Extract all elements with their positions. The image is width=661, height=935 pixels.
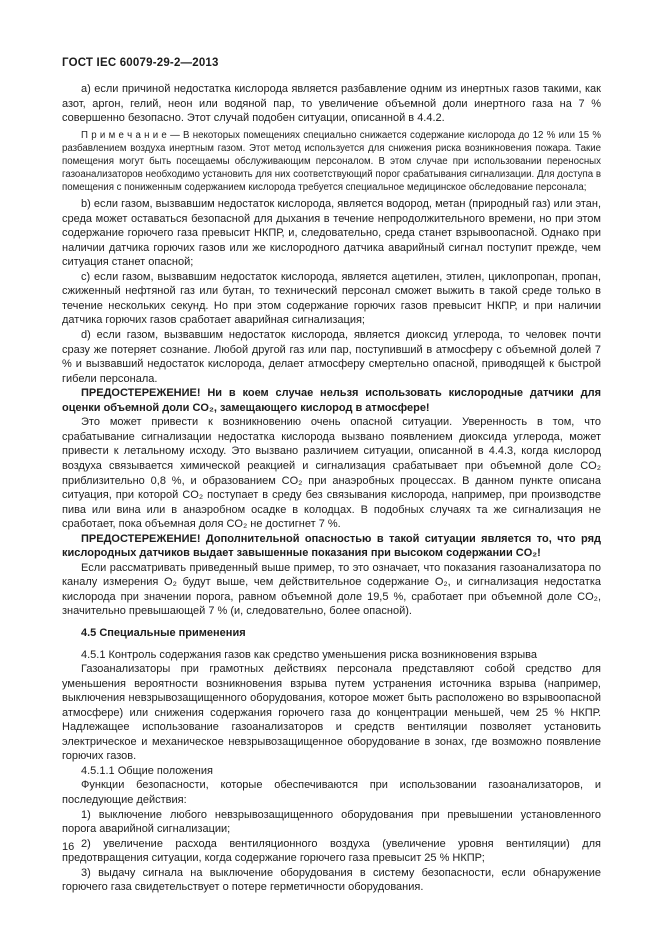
paragraph-4-5-1: Газоанализаторы при грамотных действиях персонала представляют собой средство для уменьшения вероятности возникновения взрыва путем устранения источника взрыва (например, выключения невзрывозащищенного оборудования, которое может быть расположено во взрывоопасной атмосфере) или снижения содержания горючего газа до концентрации меньшей, чем 25 % НКПР. Надлежащее использование газоанализаторов и средств вентиляции позволяет установить электрическое и механическое невзрывозащищенное оборудование в зонах, где возможно появление горючих газов. [62, 663, 601, 763]
numbered-item-2: 2) увеличение расхода вентиляционного воздуха (увеличение уровня вентиляции) для предотвращения ситуации, когда содержание горючего газа превысит 25 % НКПР; [62, 837, 601, 865]
document-body [62, 57, 601, 895]
section-heading-4-5: 4.5 Специальные применения [81, 626, 246, 639]
numbered-item-1: 1) выключение любого невзрывозащищенного оборудования при превышении установленного порога аварийной сигнализации; [62, 808, 601, 836]
note-paragraph: П р и м е ч а н и е — В некоторых помещениях специально снижается содержание кислорода до 12 % или 15 % разбавлением воздуха инертным газом. Этот метод используется для снижения риска возникновения пожара. Такие помещения могут быть посещаемы обслуживающим персоналом. В этом случае при использовании переносных газоанализаторов необходимо установить для них соответствующий порог срабатывания сигнализации. Для доступа в помещения с пониженным содержанием кислорода требуется специальное медицинское обследование персонала; [62, 129, 601, 194]
paragraph-warning-1-detail: Это может привести к возникновению очень опасной ситуации. Уверенность в том, что срабатывание сигнализации недостатка кислорода вызвано появлением диоксида углерода, может привести к летальному исходу. Это вызвано различием ситуации, описанной в 4.4.3, когда кислород воздуха связывается химической реакцией и сигнализация срабатывает при объемной доле CO₂ приблизительно 0,8 %, и образованием CO₂ при анаэробных процессах. В данном пункте описана ситуация, при которой CO₂ поступает в среду без связывания кислорода, например, при производстве пива или вина или в анаэробном осадке в колодцах. В подобных случаях та же сигнализация не сработает, пока объемная доля CO₂ не достигнет 7 %. [62, 416, 601, 531]
numbered-item-3: 3) выдачу сигнала на выключение оборудования в систему безопасности, если обнаружение горючего газа свидетельствует о потере герметичности оборудования. [62, 866, 601, 894]
list-item-c: c) если газом, вызвавшим недостаток кислорода, является ацетилен, этилен, циклопропан, пропан, сжиженный нефтяной газ или бутан, то технический персонал сможет выжить в такой среде только в течение нескольких секунд. Но при этом содержание горючих газов превысит НКПР, и при наличии датчика горючих газов сработает аварийная сигнализация; [62, 270, 601, 327]
section-heading-4-5-1-1: 4.5.1.1 Общие положения [81, 764, 213, 777]
list-item-d: d) если газом, вызвавшим недостаток кислорода, является диоксид углерода, то человек почти сразу же потеряет сознание. Любой другой газ или пар, поступивший в атмосферу с объемной долей 7 % и вызвавший недостаток кислорода, делает атмосферу смертельно опасной, приводящей к быстрой гибели персонала. [62, 329, 601, 385]
section-heading-4-5-1: 4.5.1 Контроль содержания газов как средство уменьшения риска возникновения взрыва [81, 648, 538, 661]
warning-paragraph-oxygen-sensors: ПРЕДОСТЕРЕЖЕНИЕ! Ни в коем случае нельзя использовать кислородные датчики для оценки объемной доли CO₂, замещающего кислород в атмосфере! [62, 387, 601, 414]
list-item-b: b) если газом, вызвавшим недостаток кислорода, является водород, метан (природный газ) или этан, среда может оставаться безопасной для дыхания в течение непродолжительного времени, но при этом содержание горючего газа превысит НКПР, и, следовательно, среда станет взрывоопасной. Однако при наличии датчика горючих газов или же кислородного датчика аварийный сигнал поступит прежде, чем ситуация станет опасной; [62, 198, 601, 269]
page-number: 16 [62, 841, 75, 853]
list-item-a: а) если причиной недостатка кислорода является разбавление одним из инертных газов такими, как азот, аргон, гелий, неон или водяной пар, то увеличение объемной доли инертного газа на 7 % совершенно безопасно. Этот случай подобен ситуации, описанной в 4.4.2. [62, 83, 601, 125]
paragraph-safety-functions-intro: Функции безопасности, которые обеспечиваются при использовании газоанализаторов, и последующие действия: [62, 779, 601, 806]
paragraph-warning-2-detail: Если рассматривать приведенный выше пример, то это означает, что показания газоанализатора по каналу измерения O₂ будут выше, чем действительное содержание O₂, и сигнализация недостатка кислорода при значении порога, равном объемной доле 19,5 %, сработает при объемной доле CO₂, значительно превышающей 7 % (и, следовательно, более опасной). [62, 561, 601, 618]
running-header-standard-designation: ГОСТ IEC 60079-29-2—2013 [62, 57, 219, 69]
warning-paragraph-elevated-readings: ПРЕДОСТЕРЕЖЕНИЕ! Дополнительной опасностью в такой ситуации является то, что ряд кислородных датчиков выдает завышенные показания при высоком содержании CO₂! [62, 532, 601, 560]
